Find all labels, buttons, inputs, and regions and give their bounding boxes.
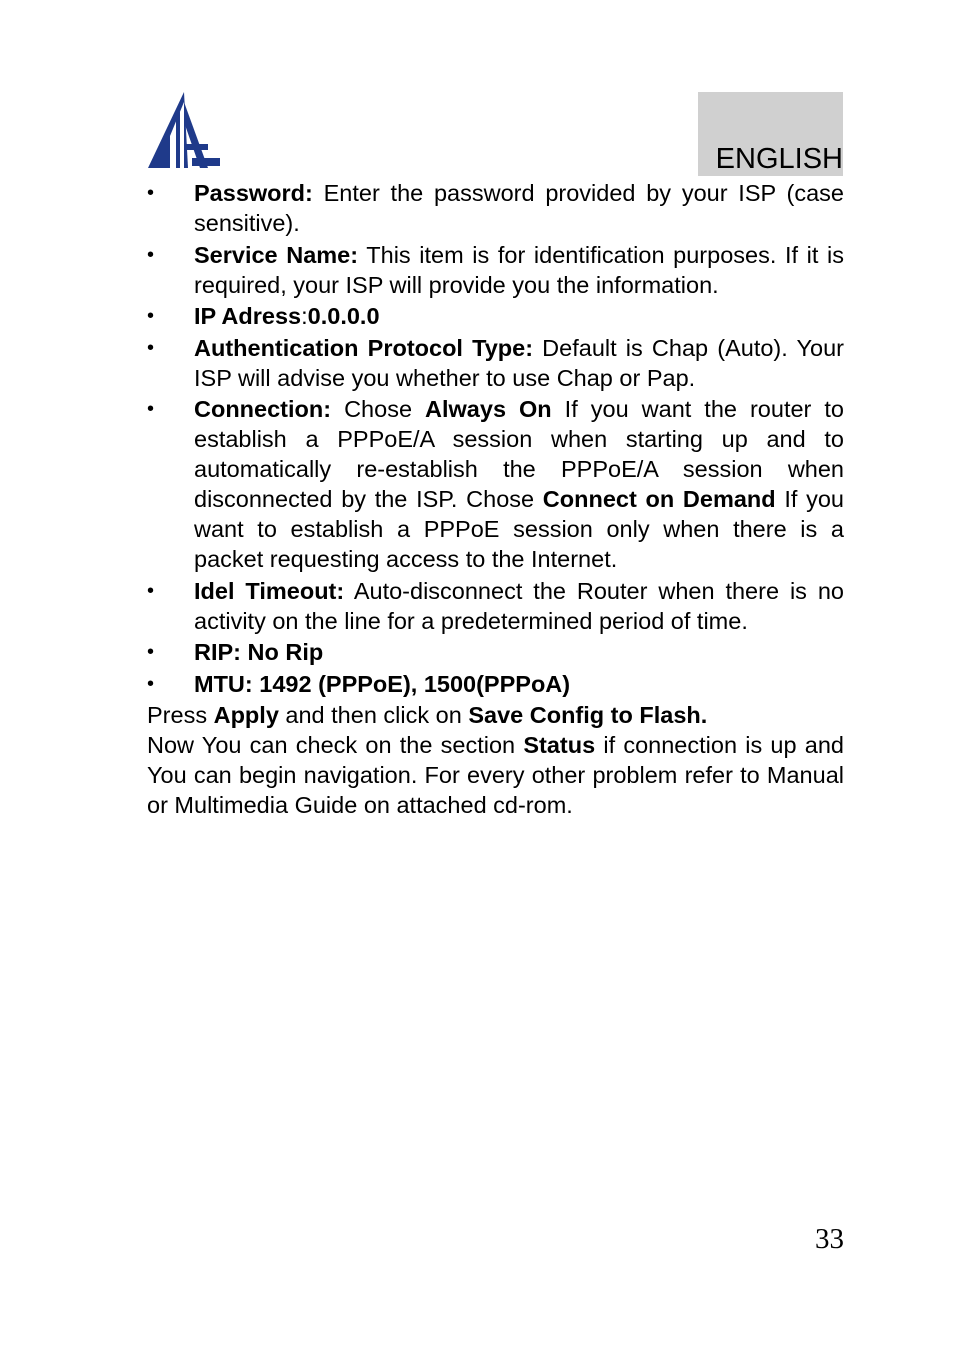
para-emphasis: Apply [213,702,279,728]
list-item-service-name [147,240,844,300]
item-label: Password: [194,180,313,206]
para-text: and then click on [278,702,469,728]
para-text: if connection is up and You can begin navigation. For every other problem refer to Manual or Multimedia Guide on attached cd-rom. [147,732,844,818]
item-label: IP Adress [194,303,302,329]
settings-list [147,178,844,699]
item-emphasis: Connect on Demand [542,486,776,512]
item-label: Idel Timeout: [194,577,345,604]
item-text: Chose [331,396,426,422]
list-item-idle-timeout [147,576,844,636]
language-label: ENGLISH [715,143,843,175]
item-emphasis: Always On [425,396,552,422]
page-number: 33 [815,1223,844,1255]
item-value: 0.0.0.0 [307,303,380,329]
item-text: This item is for identification purposes. If it is required, your ISP will provide you the information. [194,241,844,298]
para-emphasis: Save Config to Flash. [468,702,708,728]
item-separator: : [301,303,308,329]
item-text: If you want to establish a PPPoE session only when there is a packet requesting access to the Internet. [194,486,844,572]
press-apply-paragraph [147,700,844,730]
sailboat-a-logo-icon [148,92,220,170]
para-text: Press [147,702,214,728]
item-text: Default is Chap (Auto). Your ISP will advise you whether to use Chap or Pap. [194,334,844,391]
para-text: Now You can check on the section [147,732,524,758]
item-label: Connection: [194,396,332,422]
language-tab [698,92,843,176]
list-item-password [147,178,844,238]
item-label: RIP: No Rip [194,639,324,665]
list-item-ip-address [147,301,844,331]
item-text: If you want the router to establish a PPPoE/A session when starting up and to automatically re-establish the PPPoE/A session when disconnected by the ISP. Chose [194,396,844,512]
item-label: Service Name: [194,241,359,268]
item-text: Auto-disconnect the Router when there is no activity on the line for a predetermined period of time. [194,577,844,634]
list-item-connection [147,394,844,574]
item-text: Enter the password provided by your ISP (case sensitive). [194,180,844,236]
status-paragraph [147,730,844,820]
item-label: Authentication Protocol Type: [194,334,534,361]
item-label: MTU: 1492 (PPPoE), 1500(PPPoA) [194,670,571,697]
manual-content [147,178,844,820]
list-item-mtu [147,669,844,699]
para-emphasis: Status [523,732,596,758]
list-item-authentication [147,333,844,393]
list-item-rip [147,637,844,667]
